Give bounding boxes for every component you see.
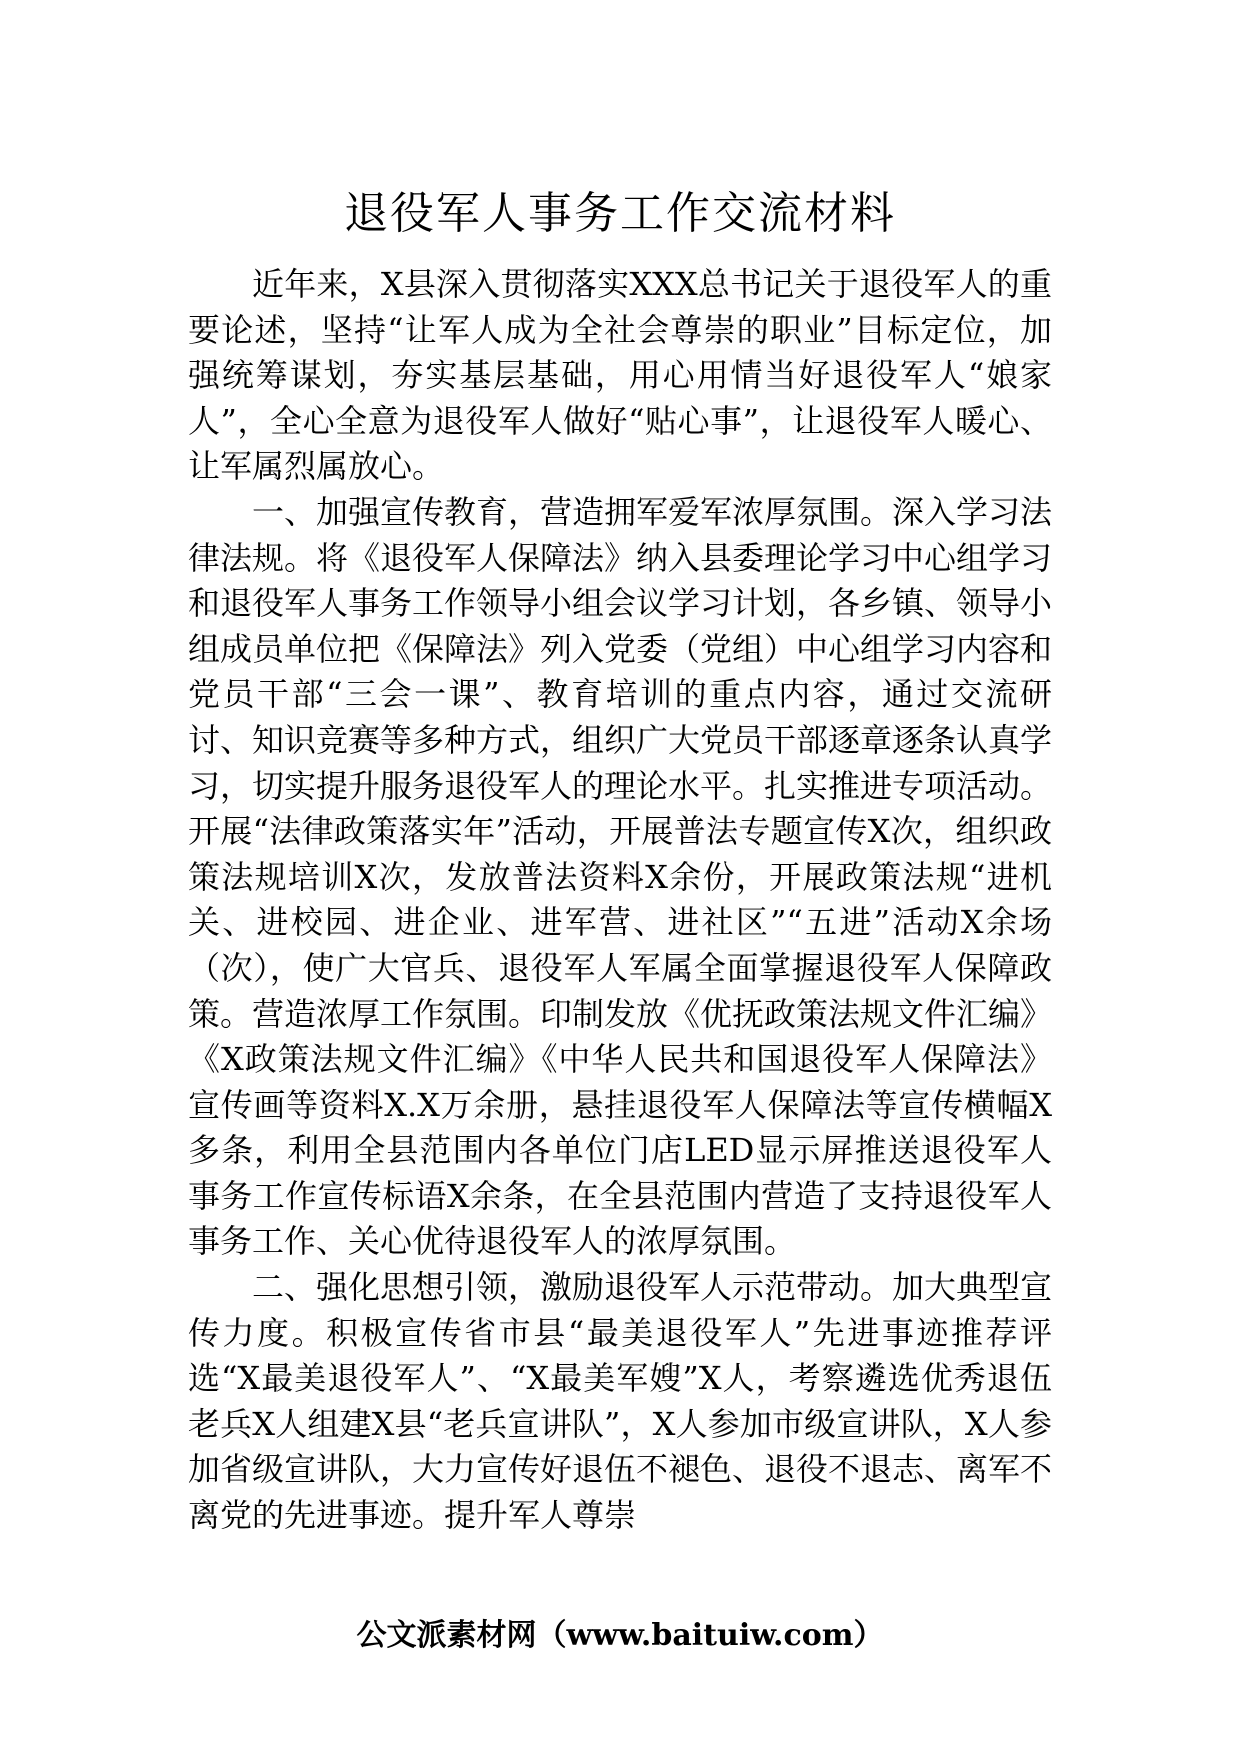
paragraph-intro: 近年来，X县深入贯彻落实XXX总书记关于退役军人的重要论述，坚持“让军人成为全社会尊崇的职业”目标定位，加强统筹谋划，夯实基层基础，用心用情当好退役军人“娘家人”，全心全意为退役军人做好“贴心事”，让退役军人暖心、让军属烈属放心。 — [188, 265, 1052, 486]
document-title: 退役军人事务工作交流材料 — [344, 188, 896, 239]
document-body — [188, 262, 1052, 1539]
source-footer: 公文派素材网（www.baituiw.com） — [356, 1618, 884, 1653]
paragraph-section-two: 二、强化思想引领，激励退役军人示范带动。加大典型宣传力度。积极宣传省市县“最美退役军人”先进事迹推荐评选“X最美退役军人”、“X最美军嫂”X人，考察遴选优秀退伍老兵X人组建X县“老兵宣讲队”，X人参加市级宣讲队，X人参加省级宣讲队，大力宣传好退伍不褪色、退役不退志、离军不离党的先进事迹。提升军人尊崇 — [188, 1268, 1053, 1535]
paragraph-section-one: 一、加强宣传教育，营造拥军爱军浓厚氛围。深入学习法律法规。将《退役军人保障法》纳入县委理论学习中心组学习和退役军人事务工作领导小组会议学习计划，各乡镇、领导小组成员单位把《保障法》列入党委（党组）中心组学习内容和党员干部“三会一课”、教育培训的重点内容，通过交流研讨、知识竞赛等多种方式，组织广大党员干部逐章逐条认真学习，切实提升服务退役军人的理论水平。扎实推进专项活动。开展“法律政策落实年”活动，开展普法专题宣传X次，组织政策法规培训X次，发放普法资料X余份，开展政策法规“进机关、进校园、进企业、进军营、进社区”“五进”活动X余场（次），使广大官兵、退役军人军属全面掌握退役军人保障政策。营造浓厚工作氛围。印制发放《优抚政策法规文件汇编》《X政策法规文件汇编》《中华人民共和国退役军人保障法》宣传画等资料X.X万余册，悬挂退役军人保障法等宣传横幅X多条，利用全县范围内各单位门店LED显示屏推送退役军人事务工作宣传标语X余条，在全县范围内营造了支持退役军人事务工作、关心优待退役军人的浓厚氛围。 — [188, 492, 1053, 1261]
